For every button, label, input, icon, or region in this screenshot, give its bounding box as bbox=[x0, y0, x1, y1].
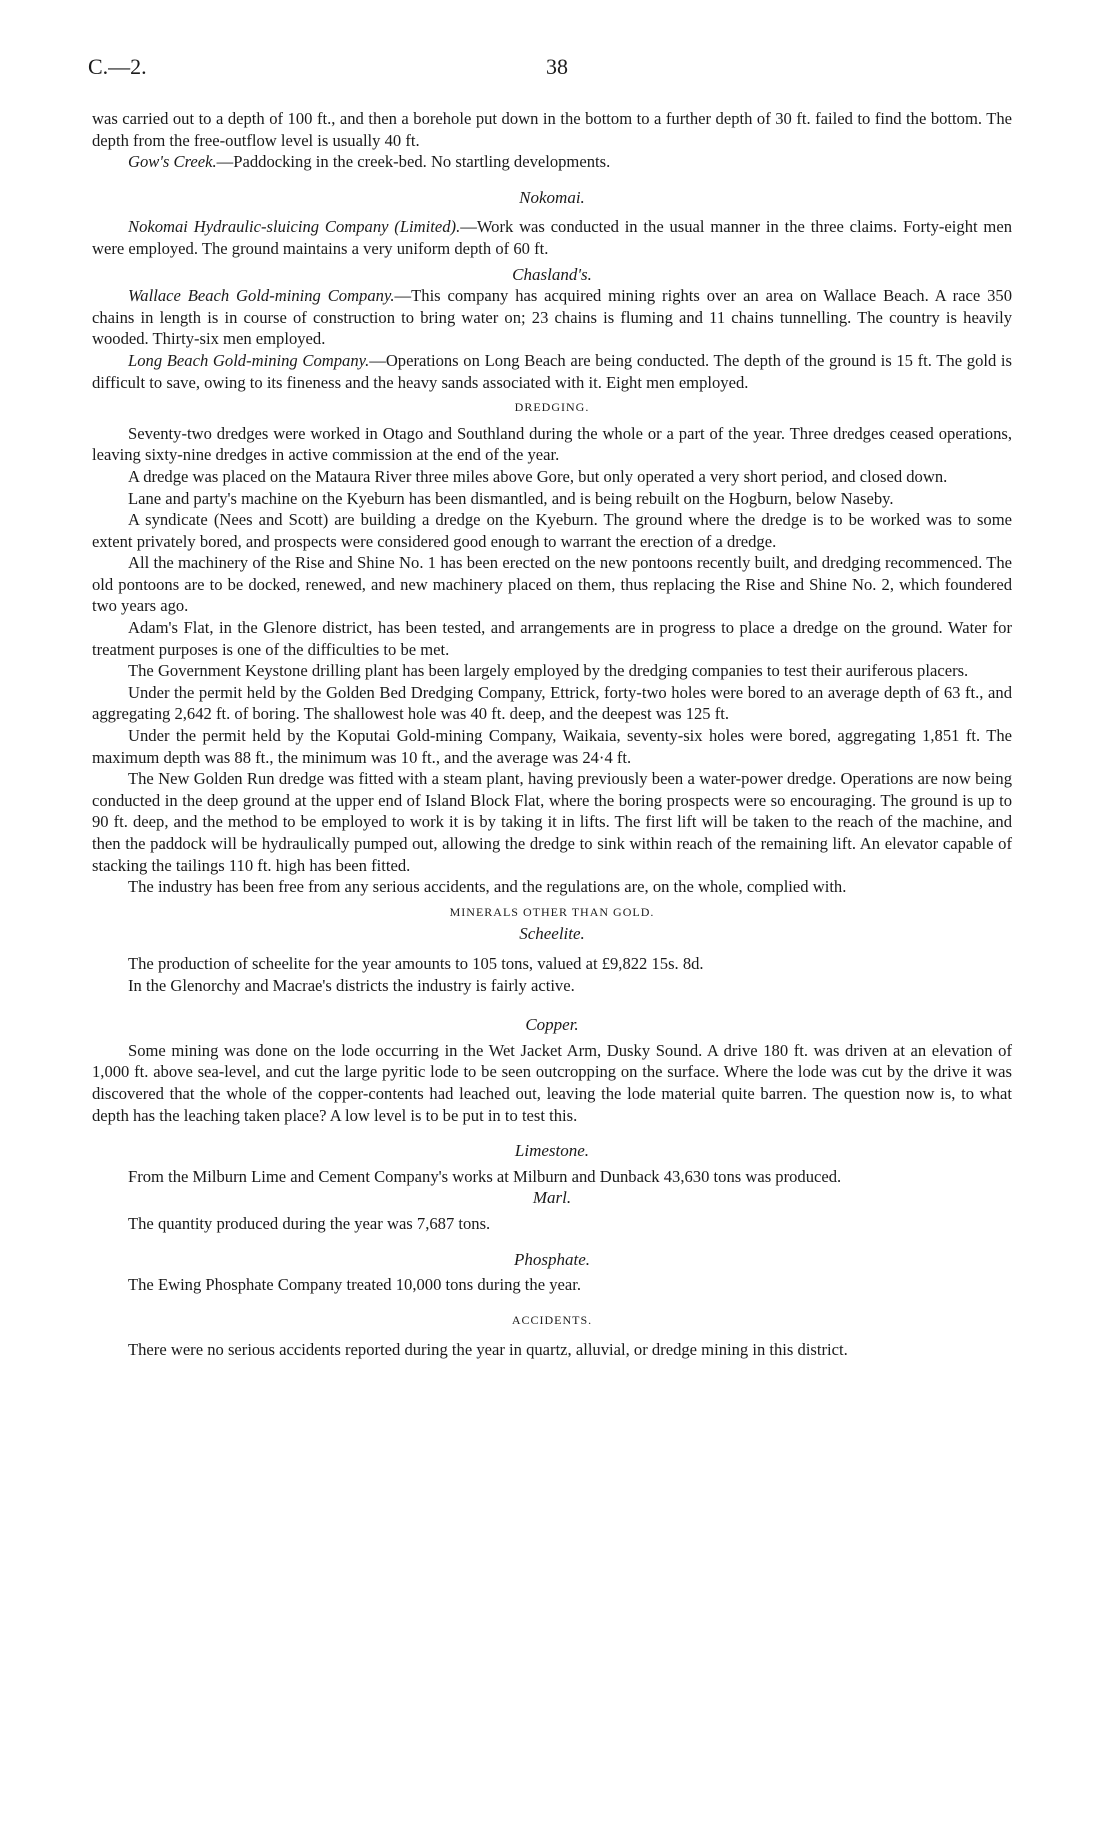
scheelite-paragraph: In the Glenorchy and Macrae's districts the industry is fairly active. bbox=[128, 975, 575, 995]
dredging-paragraph: Under the permit held by the Koputai Gold-mining Company, Waikaia, seventy-six holes were bored, aggregating 1,851 ft. The maximum depth was 88 ft., the minimum was 10 ft., and the average was 24·4 ft. bbox=[92, 726, 1012, 767]
limestone-heading: Limestone. bbox=[514, 1141, 590, 1161]
scheelite-paragraph: The production of scheelite for the year amounts to 105 tons, valued at £9,822 15s. 8d. bbox=[128, 953, 704, 973]
dredging-paragraph: Adam's Flat, in the Glenore district, has been tested, and arrangements are in progress to place a dredge on the ground. Water for treatment purposes is one of the difficulties to be met. bbox=[92, 618, 1012, 659]
dredging-paragraph: A dredge was placed on the Mataura River three miles above Gore, but only operated a very short period, and closed down. bbox=[128, 466, 948, 486]
nokomai-company: Nokomai Hydraulic-sluicing Company (Limited). bbox=[128, 217, 461, 237]
long-beach-paragraph bbox=[92, 350, 1012, 393]
gows-creek-title: Gow's Creek. bbox=[128, 152, 217, 172]
intro-paragraph: was carried out to a depth of 100 ft., and then a borehole put down in the bottom to a further depth of 30 ft. failed to find the bottom. The depth from the free-outflow level is usually 40 ft. bbox=[92, 109, 1012, 150]
phosphate-heading: Phosphate. bbox=[513, 1249, 591, 1269]
dredging-paragraph: Under the permit held by the Golden Bed Dredging Company, Ettrick, forty-two holes were bored to an average depth of 63 ft., and aggregating 2,642 ft. of boring. The shallowest hole was 40 ft. deep, and the deepest was 125 ft. bbox=[92, 682, 1012, 724]
nokomai-text: —Work was conducted in the usual manner in the three claims. Forty-eight men were employed. The ground maintains a very uniform depth of 60 ft. bbox=[92, 217, 1012, 258]
wallace-beach-company: Wallace Beach Gold-mining Company. bbox=[128, 286, 395, 306]
dredging-heading: DREDGING. bbox=[514, 400, 590, 415]
wallace-beach-text: —This company has acquired mining rights over an area on Wallace Beach. A race 350 chains in length is in course of construction to bring water on; 23 chains is fluming and 11 chains tunnelling. The country is heavily wooded. Thirty-six men employed. bbox=[92, 286, 1012, 349]
chaslands-heading: Chasland's. bbox=[512, 264, 592, 284]
scheelite-heading: Scheelite. bbox=[519, 924, 585, 944]
accidents-heading: ACCIDENTS. bbox=[511, 1312, 593, 1327]
dredging-paragraph: All the machinery of the Rise and Shine No. 1 has been erected on the new pontoons recently built, and dredging recommenced. The old pontoons are to be docked, renewed, and new machinery placed on them, thus replacing the Rise and Shine No. 2, which foundered two years ago. bbox=[92, 553, 1012, 616]
dredging-paragraph: A syndicate (Nees and Scott) are building a dredge on the Kyeburn. The ground where the dredge is to be worked was to some extent privately bored, and prospects were considered good enough to warrant the erection of a dredge. bbox=[92, 510, 1012, 551]
copper-paragraph: Some mining was done on the lode occurring in the Wet Jacket Arm, Dusky Sound. A drive 180 ft. was driven at an elevation of 1,000 ft. above sea-level, and cut the large pyritic lode to be seen outcropping on the surface. Where the lode was cut by the drive it was discovered that the whole of the copper-contents had leached out, leaving the lode material quite barren. The question now is, to what depth has the leaching taken place? A low level is to be put in to test this. bbox=[92, 1040, 1012, 1125]
dredging-paragraph: The Government Keystone drilling plant has been largely employed by the dredging companies to test their auriferous placers. bbox=[128, 661, 969, 681]
page-number: 38 bbox=[546, 54, 568, 79]
dredging-paragraph: Lane and party's machine on the Kyeburn has been dismantled, and is being rebuilt on the Hogburn, below Naseby. bbox=[128, 488, 894, 508]
limestone-paragraph: From the Milburn Lime and Cement Company's works at Milburn and Dunback 43,630 tons was produced. bbox=[128, 1166, 842, 1186]
series-code: C.—2. bbox=[88, 54, 147, 79]
nokomai-paragraph bbox=[92, 216, 1012, 259]
dredging-paragraph: Seventy-two dredges were worked in Otago and Southland during the whole or a part of the year. Three dredges ceased operations, leaving sixty-nine dredges in active commission at the end of the year. bbox=[92, 423, 1012, 465]
minerals-heading: MINERALS OTHER THAN GOLD. bbox=[449, 904, 655, 919]
page-header bbox=[88, 54, 1026, 84]
phosphate-paragraph: The Ewing Phosphate Company treated 10,000 tons during the year. bbox=[128, 1275, 582, 1295]
copper-heading: Copper. bbox=[525, 1015, 579, 1035]
marl-paragraph: The quantity produced during the year was 7,687 tons. bbox=[128, 1213, 491, 1233]
dredging-paragraph: The New Golden Run dredge was fitted with a steam plant, having previously been a water-power dredge. Operations are now being conducted in the deep ground at the upper end of Island Block Flat, where the boring prospects were so encouraging. The ground is up to 90 ft. deep, and the method to be employed to work it is by taking it in lifts. The first lift will be taken to the reach of the machine, and then the paddock will be hydraulically pumped out, allowing the dredge to sink within reach of the remaining lift. An elevator capable of stacking the tailings 110 ft. high has been fitted. bbox=[92, 769, 1012, 875]
gows-creek-text: —Paddocking in the creek-bed. No startling developments. bbox=[216, 152, 611, 172]
nokomai-heading: Nokomai. bbox=[519, 187, 585, 207]
gows-creek-paragraph bbox=[92, 151, 1012, 173]
accidents-paragraph: There were no serious accidents reported during the year in quartz, alluvial, or dredge mining in this district. bbox=[128, 1340, 848, 1360]
marl-heading: Marl. bbox=[532, 1188, 572, 1208]
wallace-beach-paragraph bbox=[92, 285, 1012, 350]
page-body bbox=[92, 108, 1012, 1361]
long-beach-company: Long Beach Gold-mining Company. bbox=[128, 350, 370, 370]
dredging-paragraph: The industry has been free from any serious accidents, and the regulations are, on the whole, complied with. bbox=[128, 877, 847, 897]
long-beach-text: —Operations on Long Beach are being conducted. The depth of the ground is 15 ft. The gold is difficult to save, owing to its fineness and the heavy sands associated with it. Eight men employed. bbox=[92, 350, 1013, 392]
